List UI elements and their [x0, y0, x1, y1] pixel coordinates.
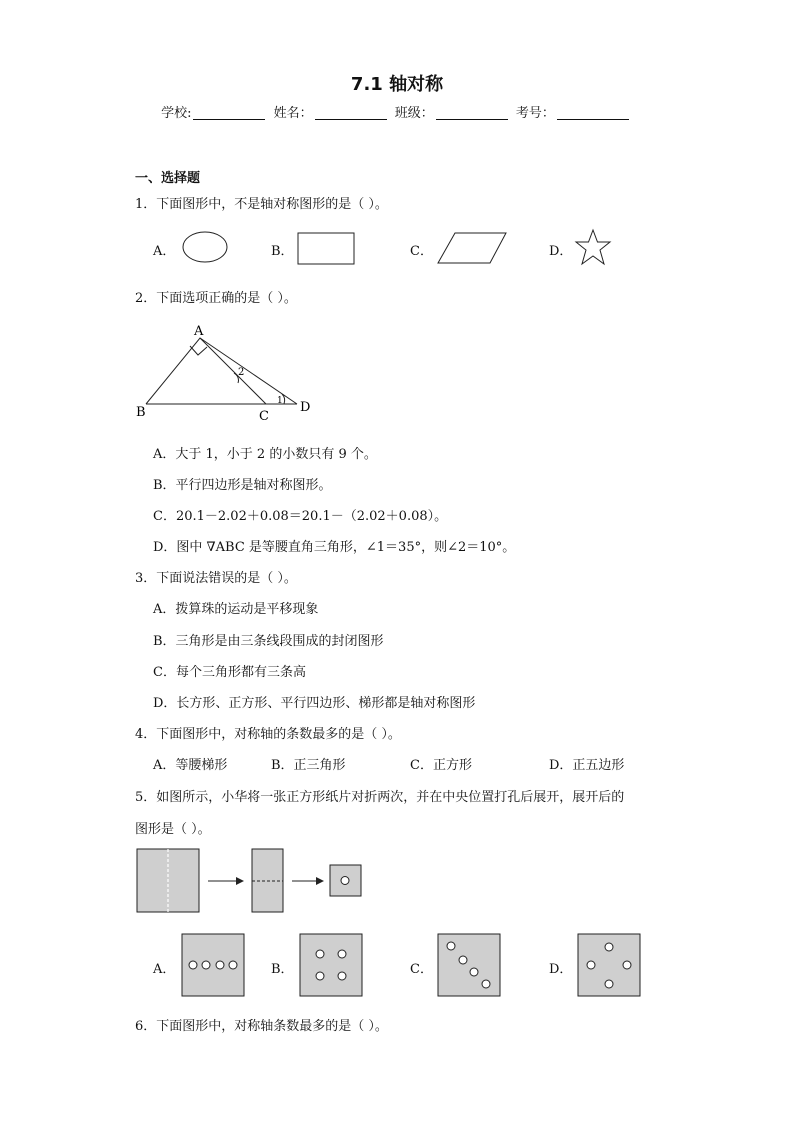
angle-1-label: 1	[277, 396, 283, 406]
q4-option-c: C．正方形	[410, 758, 472, 773]
q2-option-d: D．图中 ∇ABC 是等腰直角三角形，∠1＝35°，则∠2＝10°。	[153, 540, 516, 555]
point-d-label: D	[300, 400, 311, 415]
question-1-stem: 1．下面图形中，不是轴对称图形的是（ ）。	[135, 197, 388, 212]
q2-option-c: C．20.1－2.02＋0.08＝20.1－（2.02＋0.08）。	[153, 509, 448, 524]
class-blank[interactable]	[436, 105, 508, 120]
q3-option-a: A．拨算珠的运动是平移现象	[153, 602, 319, 617]
q5-option-a-label: A．	[153, 962, 176, 977]
q1-option-c-label: C．	[410, 244, 433, 259]
question-6-stem: 6．下面图形中，对称轴条数最多的是（ ）。	[135, 1019, 388, 1034]
rectangle-figure	[297, 232, 357, 268]
q3-option-b: B．三角形是由三条线段围成的封闭图形	[153, 634, 384, 649]
q3-option-c: C．每个三角形都有三条高	[153, 665, 306, 680]
q5-option-b-label: B．	[271, 962, 294, 977]
class-label: 班级：	[394, 106, 434, 121]
question-5-stem-line-1: 5．如图所示，小华将一张正方形纸片对折两次，并在中央位置打孔后展开，展开后的	[135, 790, 625, 805]
option-d-square-figure	[577, 933, 643, 999]
question-5-stem-line-2: 图形是（ ）。	[135, 822, 211, 837]
section-heading: 一、选择题	[135, 171, 201, 186]
q4-option-d: D．正五边形	[549, 758, 625, 773]
q4-option-a: A．等腰梯形	[153, 758, 228, 773]
parallelogram-figure	[437, 232, 509, 266]
name-blank[interactable]	[315, 105, 387, 120]
q1-option-b-label: B．	[271, 244, 294, 259]
question-4-stem: 4．下面图形中，对称轴的条数最多的是（ ）。	[135, 727, 401, 742]
option-b-square-figure	[299, 933, 365, 999]
number-label: 考号：	[515, 106, 555, 121]
q3-option-d: D．长方形、正方形、平行四边形、梯形都是轴对称图形	[153, 696, 476, 711]
q2-option-b: B．平行四边形是轴对称图形。	[153, 478, 332, 493]
ellipse-figure	[182, 230, 230, 264]
page-title: 7.1 轴对称	[350, 74, 444, 95]
school-blank[interactable]	[193, 105, 265, 120]
point-b-label: B	[136, 405, 146, 420]
q1-option-a-label: A．	[153, 244, 176, 259]
student-info-line	[0, 102, 794, 121]
q5-option-c-label: C．	[410, 962, 433, 977]
q4-option-b: B．正三角形	[271, 758, 346, 773]
q2-option-a: A．大于 1，小于 2 的小数只有 9 个。	[153, 447, 377, 462]
question-2-stem: 2．下面选项正确的是（ ）。	[135, 291, 297, 306]
question-3-stem: 3．下面说法错误的是（ ）。	[135, 571, 297, 586]
q1-option-d-label: D．	[549, 244, 573, 259]
point-c-label: C	[259, 409, 269, 424]
option-c-square-figure	[437, 933, 503, 999]
option-a-square-figure	[181, 933, 247, 999]
name-label: 姓名：	[273, 106, 313, 121]
q5-option-d-label: D．	[549, 962, 573, 977]
star-figure	[574, 229, 614, 267]
angle-2-label: 2	[238, 367, 245, 378]
triangle-diagram	[134, 318, 334, 428]
point-a-label: A	[194, 324, 204, 339]
school-label: 学校:	[161, 106, 192, 121]
number-blank[interactable]	[557, 105, 629, 120]
paper-folding-diagram	[136, 848, 366, 914]
